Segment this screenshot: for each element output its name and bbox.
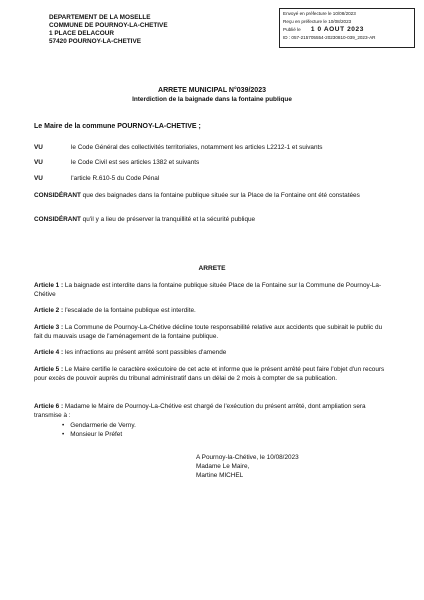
vu-text: l'article R.610-5 du Code Pénal — [71, 175, 160, 182]
vu-label: VU — [34, 159, 43, 166]
header-line: DEPARTEMENT DE LA MOSELLE — [49, 14, 151, 21]
article-label: Article 2 : — [34, 307, 64, 314]
header-line: 1 PLACE DELACOUR — [49, 30, 114, 37]
recipient-item: • Gendarmerie de Verny. — [62, 421, 136, 430]
considerant-label: CONSIDÉRANT — [34, 192, 81, 199]
article-text: La Commune de Pournoy-La-Chétive décline toute responsabilité relative aux accidents que subirait le public du fait du mauvais usage de l'aménagement de la fontaine publique. — [34, 324, 383, 340]
vu-text: le Code Général des collectivités territoriales, notamment les articles L2212-1 et suivants — [71, 144, 323, 151]
article-text: l'escalade de la fontaine publique est interdite. — [64, 307, 196, 314]
article — [34, 281, 390, 299]
article-label: Article 6 : — [34, 403, 64, 410]
arrete-heading: ARRETE — [198, 265, 226, 272]
vu-label: VU — [34, 175, 43, 182]
article-text: les infractions au présent arrêté sont passibles d'amende — [64, 349, 227, 356]
vu-item — [34, 143, 323, 152]
decree-subtitle: Interdiction de la baignade dans la fontaine publique — [132, 96, 292, 103]
considerant-label: CONSIDÉRANT — [34, 216, 81, 223]
article — [34, 402, 390, 420]
stamp-published-label: Publié le — [283, 27, 301, 32]
article — [34, 348, 390, 357]
header-line: 57420 POURNOY-LA-CHETIVE — [49, 38, 141, 45]
article — [34, 323, 390, 341]
article-label: Article 5 : — [34, 366, 64, 373]
signature-role: Madame Le Maire, — [196, 463, 250, 470]
vu-item — [34, 174, 159, 183]
prefecture-stamp — [279, 8, 415, 48]
header-line: COMMUNE DE POURNOY-LA-CHETIVE — [49, 22, 168, 29]
recipient-item: • Monsieur le Préfet — [62, 430, 136, 439]
article-label: Article 1 : — [34, 282, 64, 289]
considerant-text: qu'il y a lieu de préserver la tranquillité et la sécurité publique — [82, 216, 256, 223]
stamp-received: Reçu en préfecture le 10/08/2023 — [283, 19, 352, 24]
issuer-header — [49, 14, 168, 46]
mayor-line: Le Maire de la commune POURNOY-LA-CHETIVE ; — [34, 123, 201, 130]
signature-name: Martine MICHEL — [196, 472, 244, 479]
signature-place-date: A Pournoy-la-Chétive, le 10/08/2023 — [196, 454, 299, 461]
considerant-text: que des baignades dans la fontaine publique située sur la Place de la Fontaine ont été constatées — [82, 192, 360, 199]
stamp-id: ID : 057-215705554-20230810-039_2023-AR — [283, 35, 376, 40]
stamp-published — [283, 26, 411, 34]
recipient-list — [62, 421, 136, 439]
article-text: Le Maire certifie le caractère exécutoire de cet acte et informe que le présent arrêté peut faire l'objet d'un recours pour excès de pouvoir auprès du tribunal administratif dans un délai de 2 mois à compter de sa publication. — [34, 366, 385, 382]
vu-text: le Code Civil est ses articles 1382 et suivants — [71, 159, 200, 166]
considerant-item — [34, 191, 384, 200]
article — [34, 306, 390, 315]
considerant-item — [34, 215, 384, 224]
article-label: Article 4 : — [34, 349, 64, 356]
article-text: Madame le Maire de Pournoy-La-Chétive est chargé de l'exécution du présent arrêté, dont ampliation sera transmise à : — [34, 403, 366, 419]
stamp-sent: Envoyé en préfecture le 10/08/2023 — [283, 11, 356, 16]
vu-label: VU — [34, 144, 43, 151]
vu-item — [34, 158, 199, 167]
stamp-date: 1 0 AOUT 2023 — [310, 26, 364, 33]
article — [34, 365, 390, 383]
article-label: Article 3 : — [34, 324, 64, 331]
decree-title: ARRETE MUNICIPAL N°039/2023 — [158, 87, 266, 94]
signature-block — [196, 453, 299, 480]
article-text: La baignade est interdite dans la fontaine publique située Place de la Fontaine sur la Commune de Pournoy-La-Chétive — [34, 282, 382, 298]
